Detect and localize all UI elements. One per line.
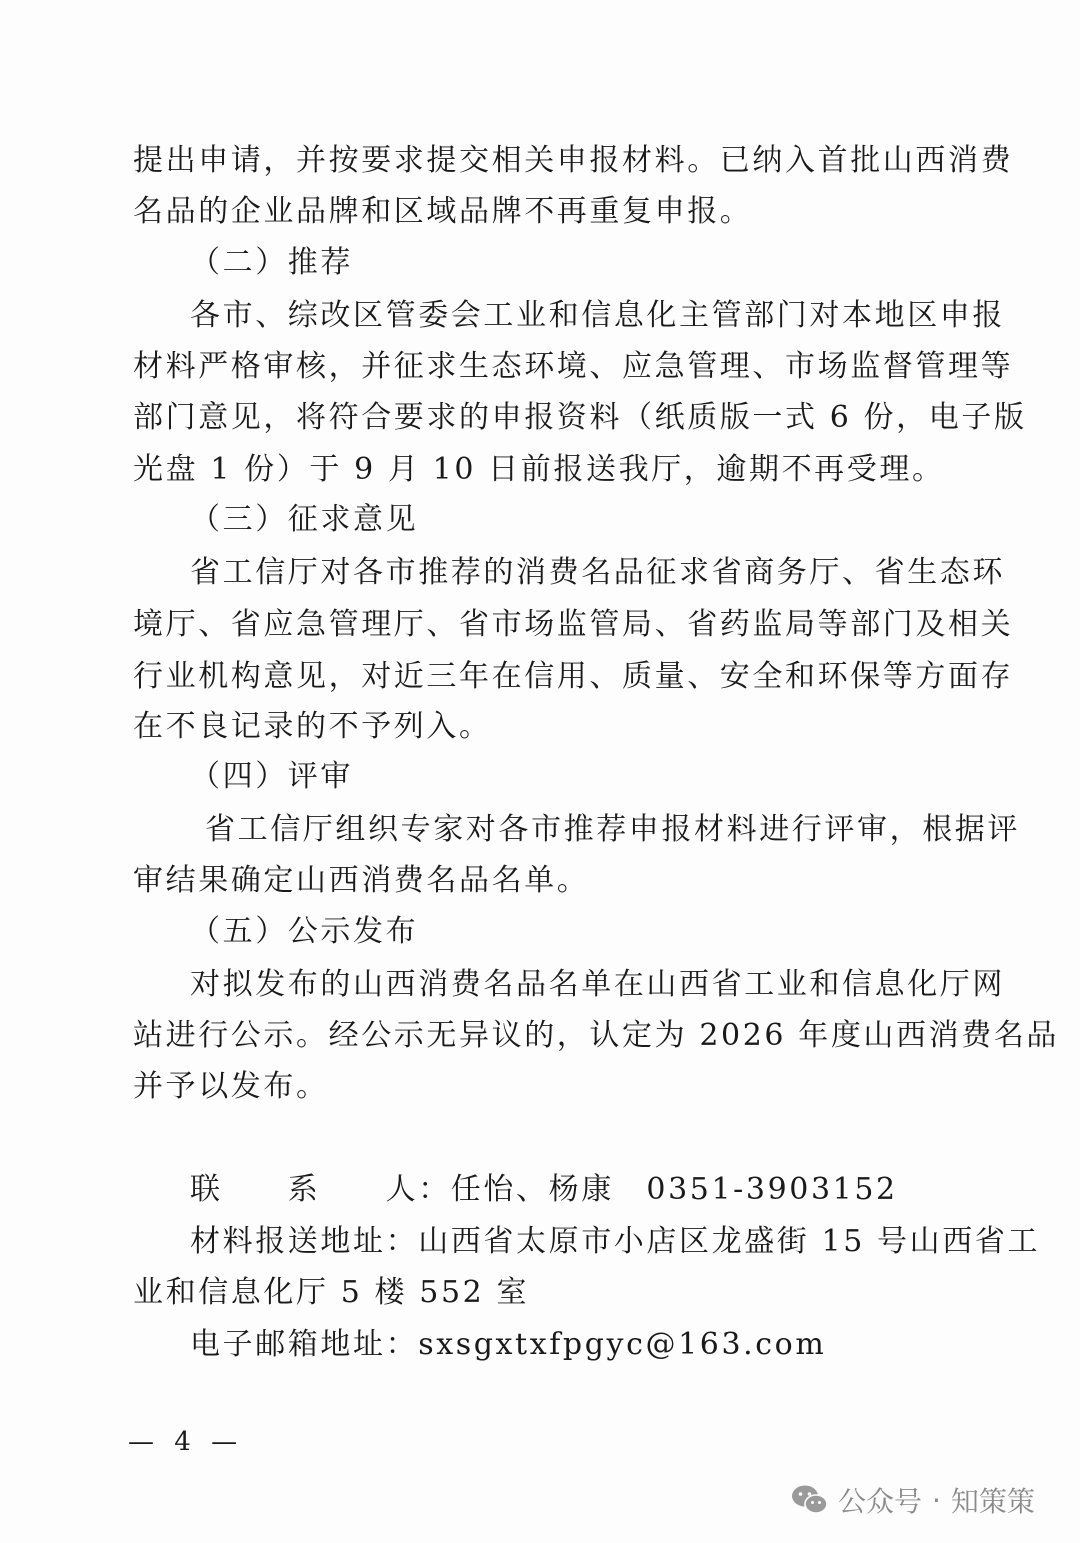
body-line: 境厅、省应急管理厅、省市场监管局、省药监局等部门及相关 — [133, 607, 1014, 642]
body-line: 提出申请，并按要求提交相关申报材料。已纳入首批山西消费 — [133, 143, 1014, 178]
body-line: 行业机构意见，对近三年在信用、质量、安全和环保等方面存 — [133, 659, 1014, 694]
page-number: — 4 — — [128, 1427, 244, 1457]
submission-address: 材料报送地址：山西省太原市小店区龙盛街 15 号山西省工 — [190, 1224, 1041, 1259]
body-line: 省工信厅组织专家对各市推荐申报材料进行评审，根据评 — [205, 812, 1020, 847]
section-heading-publicity: （五）公示发布 — [190, 914, 419, 949]
body-line: 部门意见，将符合要求的申报资料（纸质版一式 6 份，电子版 — [133, 400, 1027, 435]
body-line: 审结果确定山西消费名品名单。 — [133, 863, 590, 898]
watermark-separator: · — [932, 1483, 941, 1517]
body-line: 对拟发布的山西消费名品名单在山西省工业和信息化厅网 — [190, 967, 1005, 1002]
watermark-account-name: 知策策 — [950, 1485, 1035, 1518]
body-line: 光盘 1 份）于 9 月 10 日前报送我厅，逾期不再受理。 — [133, 452, 945, 487]
body-line: 材料严格审核，并征求生态环境、应急管理、市场监督管理等 — [133, 349, 1014, 384]
email-address: 电子邮箱地址：sxsgxtxfpgyc@163.com — [190, 1327, 827, 1362]
section-heading-opinions: （三）征求意见 — [190, 502, 419, 537]
section-heading-review: （四）评审 — [190, 759, 353, 794]
body-line: 并予以发布。 — [133, 1069, 329, 1104]
body-line: 各市、综改区管委会工业和信息化主管部门对本地区申报 — [190, 298, 1005, 333]
section-heading-recommend: （二）推荐 — [190, 245, 353, 280]
body-line: 站进行公示。经公示无异议的，认定为 2026 年度山西消费名品 — [133, 1018, 1060, 1053]
body-line: 名品的企业品牌和区域品牌不再重复申报。 — [133, 194, 753, 229]
wechat-icon — [790, 1483, 830, 1517]
body-line: 在不良记录的不予列入。 — [133, 709, 492, 744]
body-line: 省工信厅对各市推荐的消费名品征求省商务厅、省生态环 — [190, 555, 1005, 590]
submission-address-cont: 业和信息化厅 5 楼 552 室 — [133, 1275, 530, 1310]
contact-person: 联 系 人：任怡、杨康 0351-3903152 — [190, 1172, 898, 1207]
watermark-account-label: 公众号 — [838, 1485, 923, 1518]
wechat-watermark — [790, 1478, 1035, 1522]
